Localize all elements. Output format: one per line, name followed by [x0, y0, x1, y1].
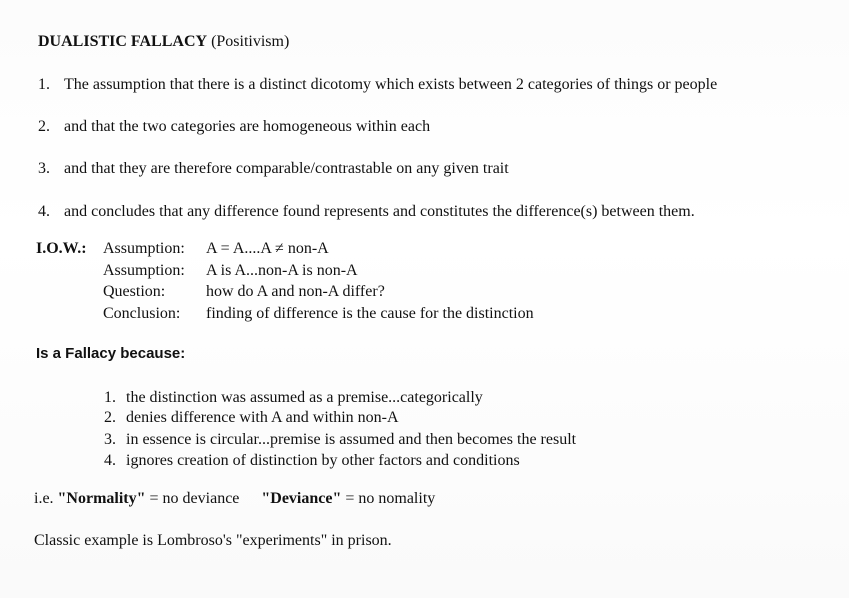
numbered-point — [38, 118, 430, 136]
fallacy-heading: Is a Fallacy because: — [36, 345, 186, 362]
fallacy-reason — [104, 452, 520, 470]
numbered-point — [38, 160, 509, 178]
iow-label: I.O.W.: — [36, 240, 87, 257]
point-number: 2. — [38, 118, 50, 135]
point-text: and concludes that any difference found represents and constitutes the difference(s) between them. — [64, 203, 695, 220]
iow-value: finding of difference is the cause for the distinction — [206, 305, 534, 322]
iow-key: Assumption: — [103, 262, 185, 279]
iow-key: Assumption: — [103, 240, 185, 257]
deviance-word: "Deviance" — [261, 490, 342, 507]
iow-key: Question: — [103, 283, 166, 300]
fallacy-reason — [104, 409, 399, 427]
reason-text: the distinction was assumed as a premise...categorically — [126, 389, 483, 406]
iow-value: how do A and non-A differ? — [206, 283, 385, 300]
deviance-definition: = no nomality — [345, 490, 436, 507]
reason-number: 2. — [104, 409, 116, 426]
point-text: The assumption that there is a distinct dicotomy which exists between 2 categories of things or people — [64, 76, 718, 93]
normality-word: "Normality" — [57, 490, 146, 507]
reason-number: 3. — [104, 431, 116, 448]
title-main: DUALISTIC FALLACY — [38, 33, 208, 50]
reason-text: in essence is circular...premise is assumed and then becomes the result — [126, 431, 577, 448]
point-text: and that they are therefore comparable/contrastable on any given trait — [64, 160, 509, 177]
normality-line — [34, 490, 435, 508]
reason-text: denies difference with A and within non-A — [126, 409, 399, 426]
reason-text: ignores creation of distinction by other factors and conditions — [126, 452, 520, 469]
iow-key: Conclusion: — [103, 305, 181, 322]
iow-row — [103, 283, 385, 301]
point-number: 4. — [38, 203, 50, 220]
reason-number: 1. — [104, 389, 116, 406]
numbered-point — [38, 76, 717, 94]
normality-prefix: i.e. — [34, 490, 54, 507]
iow-row — [103, 262, 358, 280]
fallacy-reason — [104, 389, 483, 407]
reason-number: 4. — [104, 452, 116, 469]
iow-value: A is A...non-A is non-A — [206, 262, 358, 279]
classic-example: Classic example is Lombroso's "experiments" in prison. — [34, 532, 392, 549]
iow-row — [103, 240, 329, 258]
fallacy-reason — [104, 431, 576, 449]
numbered-point — [38, 203, 695, 221]
point-number: 1. — [38, 76, 50, 93]
point-text: and that the two categories are homogeneous within each — [64, 118, 431, 135]
title-parenthetical: (Positivism) — [211, 33, 290, 50]
iow-value: A = A....A ≠ non-A — [206, 240, 329, 257]
document-title — [38, 33, 289, 51]
iow-row — [103, 305, 534, 323]
normality-definition: = no deviance — [149, 490, 240, 507]
point-number: 3. — [38, 160, 50, 177]
